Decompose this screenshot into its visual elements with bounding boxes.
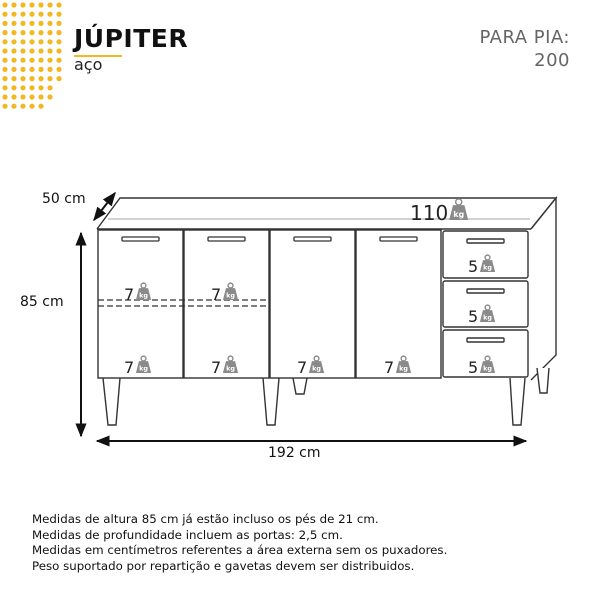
door-1 [98,230,183,378]
sink-value: 200 [534,50,570,71]
svg-text:kg: kg [139,291,148,300]
svg-text:kg: kg [312,364,321,373]
svg-text:kg: kg [483,263,492,272]
weight-value: 110 [410,201,449,225]
note-3: Medidas em centímetros referentes a área externa sem os puxadores. [32,543,448,557]
note-1: Medidas de altura 85 cm já estão incluso os pés de 21 cm. [32,512,379,526]
weight-value: 7 [211,358,222,377]
brand-title: JÚPITER [74,24,189,53]
height-label: 85 cm [20,294,64,310]
width-label: 192 cm [268,445,321,461]
svg-text:kg: kg [453,209,465,219]
weight-value: 7 [124,285,135,304]
note-2: Medidas de profundidade incluem as portas: 2,5 cm. [32,527,343,542]
weight-value: 5 [468,257,479,276]
door-3 [270,230,355,378]
svg-text:kg: kg [226,364,235,373]
notes [32,512,447,574]
note-4: Peso suportado por repartição e gavetas devem ser distribuidos. [32,558,415,573]
depth-label: 50 cm [42,191,86,207]
door-2 [184,230,269,378]
svg-text:kg: kg [483,364,492,373]
door-4 [356,230,441,378]
sink-label: PARA PIA: [479,27,570,48]
weight-value: 7 [297,358,308,377]
svg-text:kg: kg [483,313,492,322]
svg-text:kg: kg [226,291,235,300]
drawers [443,231,528,377]
weight-value: 7 [384,358,395,377]
weight-value: 5 [468,358,479,377]
svg-text:kg: kg [399,364,408,373]
brand-material: aço [74,55,103,74]
weight-value: 7 [211,285,222,304]
svg-text:kg: kg [139,364,148,373]
doors [98,230,441,378]
weight-value: 7 [124,358,135,377]
weight-value: 5 [468,307,479,326]
